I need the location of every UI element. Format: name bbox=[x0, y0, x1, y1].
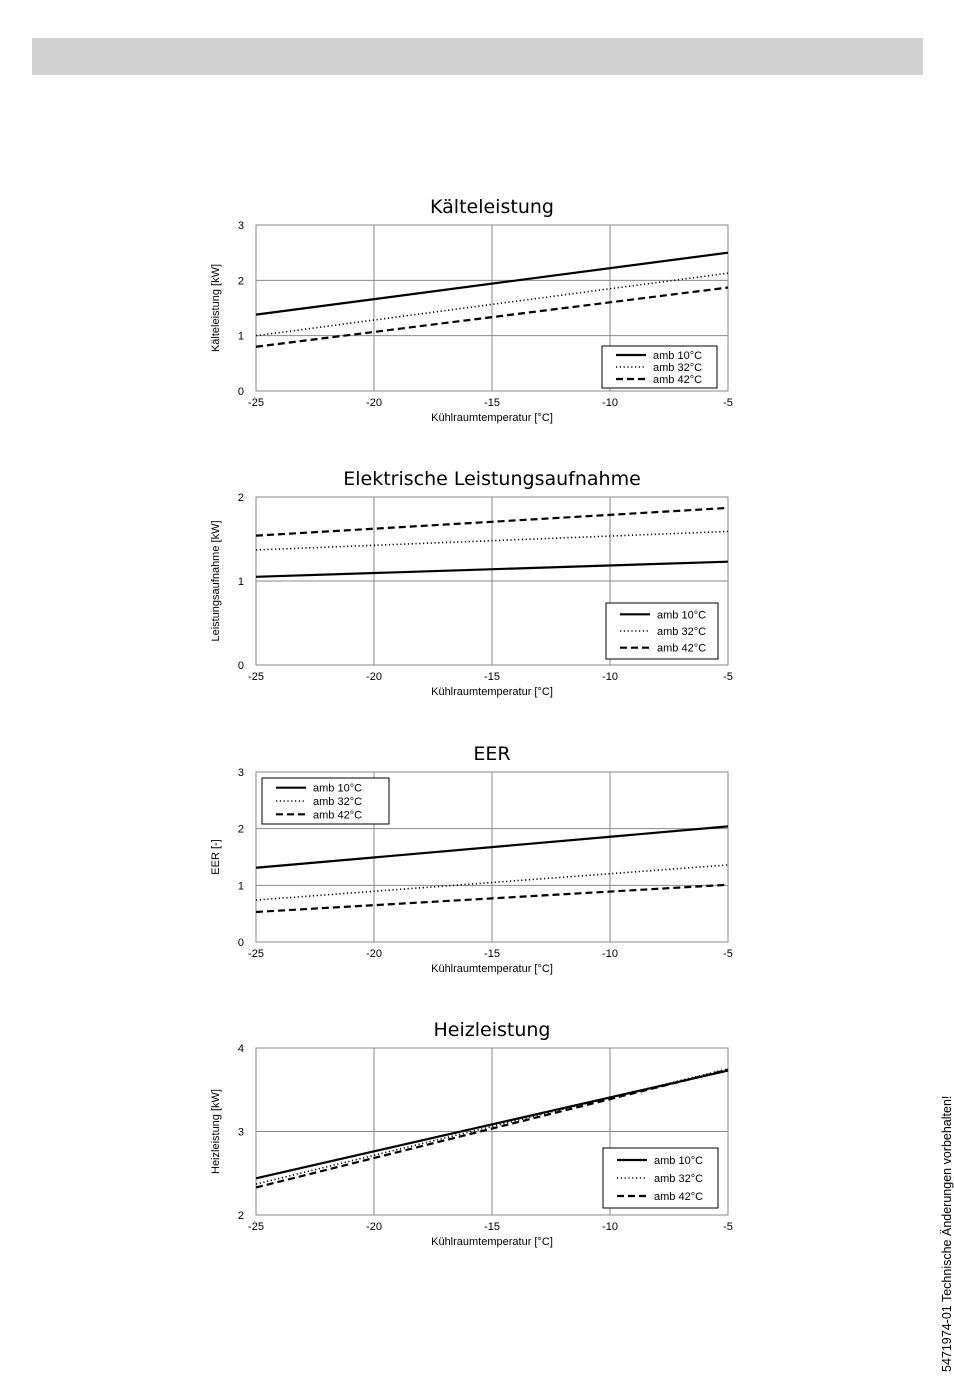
x-tick-label: -15 bbox=[484, 948, 500, 960]
x-tick-label: -20 bbox=[366, 948, 382, 960]
y-tick-label: 3 bbox=[237, 1126, 244, 1139]
x-tick-label: -10 bbox=[602, 948, 618, 960]
header-bar bbox=[32, 38, 923, 75]
y-axis-label: Kälteleistung [kW] bbox=[210, 263, 222, 353]
chart-title: Elektrische Leistungsaufnahme bbox=[343, 468, 641, 490]
legend-label: amb 32°C bbox=[654, 1173, 704, 1185]
chart-title: Heizleistung bbox=[433, 1019, 551, 1041]
x-tick-label: -20 bbox=[366, 1221, 382, 1233]
legend-label: amb 42°C bbox=[654, 1191, 704, 1203]
x-tick-label: -5 bbox=[723, 1221, 733, 1233]
x-tick-label: -10 bbox=[602, 671, 618, 683]
x-axis-label: Kühlraumtemperatur [°C] bbox=[431, 1236, 553, 1248]
y-axis-label: Leistungsaufnahme [kW] bbox=[210, 520, 222, 642]
legend-label: amb 10°C bbox=[654, 1155, 704, 1167]
y-tick-label: 0 bbox=[237, 660, 244, 672]
y-tick-label: 1 bbox=[237, 880, 244, 893]
y-tick-label: 1 bbox=[237, 330, 244, 343]
x-tick-label: -25 bbox=[248, 1221, 264, 1233]
legend-label: amb 10°C bbox=[313, 782, 363, 795]
x-axis-label: Kühlraumtemperatur [°C] bbox=[431, 412, 553, 424]
x-axis-label: Kühlraumtemperatur [°C] bbox=[431, 963, 553, 975]
y-tick-label: 3 bbox=[237, 767, 244, 779]
legend bbox=[262, 778, 389, 824]
x-tick-label: -5 bbox=[723, 397, 733, 409]
y-tick-label: 0 bbox=[237, 937, 244, 949]
x-tick-label: -20 bbox=[366, 671, 382, 683]
chart-title: Kälteleistung bbox=[430, 196, 554, 218]
x-axis-label: Kühlraumtemperatur [°C] bbox=[431, 686, 553, 698]
x-tick-label: -15 bbox=[484, 1221, 500, 1233]
legend-label: amb 32°C bbox=[653, 362, 703, 374]
legend bbox=[602, 346, 717, 388]
x-tick-label: -15 bbox=[484, 397, 500, 409]
x-tick-label: -15 bbox=[484, 671, 500, 683]
y-tick-label: 2 bbox=[237, 492, 244, 504]
chart-heizleistung bbox=[0, 1012, 950, 1277]
y-tick-label: 2 bbox=[237, 823, 244, 836]
footer-note: 5471974-01 Technische Änderungen vorbehalten! bbox=[940, 1095, 954, 1372]
x-tick-label: -25 bbox=[248, 397, 264, 409]
x-tick-label: -10 bbox=[602, 397, 618, 409]
legend-label: amb 42°C bbox=[313, 809, 363, 822]
legend-label: amb 42°C bbox=[653, 374, 703, 386]
x-tick-label: -5 bbox=[723, 948, 733, 960]
y-tick-label: 4 bbox=[237, 1043, 244, 1055]
y-tick-label: 1 bbox=[237, 576, 244, 588]
chart-kaelteleistung bbox=[0, 185, 950, 450]
x-tick-label: -25 bbox=[248, 948, 264, 960]
legend-label: amb 32°C bbox=[657, 626, 707, 638]
y-axis-label: Heizleistung [kW] bbox=[210, 1089, 222, 1174]
y-tick-label: 2 bbox=[237, 275, 244, 288]
legend-label: amb 42°C bbox=[657, 642, 707, 655]
legend bbox=[606, 603, 718, 659]
x-tick-label: -5 bbox=[723, 671, 733, 683]
legend-label: amb 10°C bbox=[653, 350, 703, 362]
chart-elektrische-leistungsaufnahme bbox=[0, 460, 950, 725]
x-tick-label: -10 bbox=[602, 1221, 618, 1233]
y-tick-label: 2 bbox=[237, 1210, 244, 1222]
legend-label: amb 32°C bbox=[313, 796, 363, 808]
chart-title: EER bbox=[473, 743, 511, 765]
x-tick-label: -20 bbox=[366, 397, 382, 409]
legend bbox=[603, 1148, 718, 1208]
y-tick-label: 3 bbox=[237, 220, 244, 232]
legend-label: amb 10°C bbox=[657, 609, 707, 622]
x-tick-label: -25 bbox=[248, 671, 264, 683]
chart-eer bbox=[0, 735, 950, 1000]
y-axis-label: EER [-] bbox=[210, 839, 222, 875]
y-tick-label: 0 bbox=[237, 386, 244, 398]
